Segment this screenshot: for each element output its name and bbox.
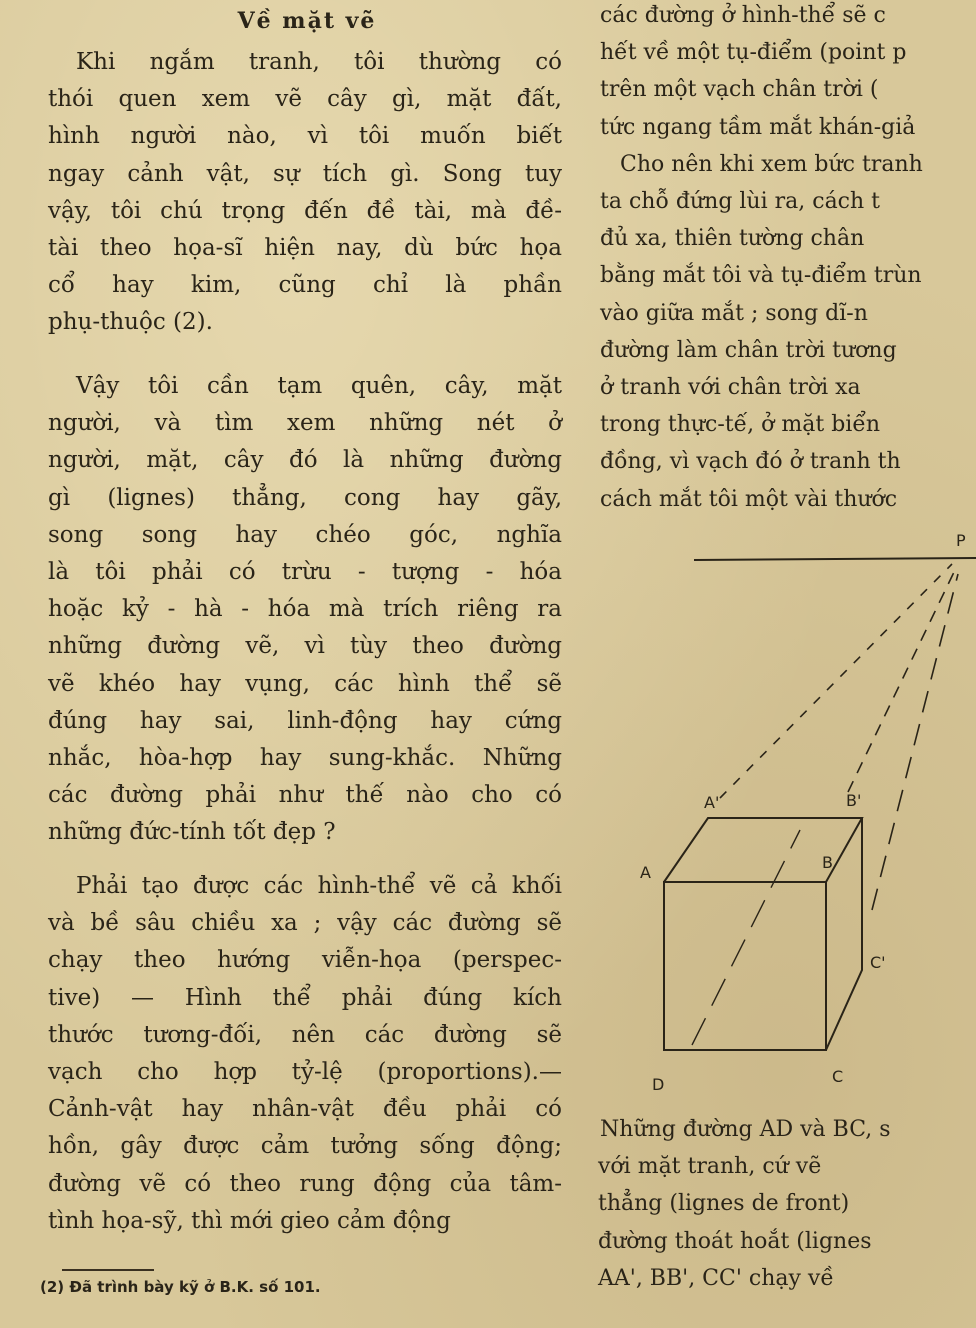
text-line: ngay cảnh vật, sự tích gì. Song tuy (48, 160, 562, 187)
right-text-line: ta chỗ đứng lùi ra, cách t (600, 189, 881, 214)
right-text-line: cách mắt tôi một vài thước (600, 486, 898, 512)
text-line: là tôi phải có trừu - tượng - hóa (48, 559, 562, 585)
text-line: Khi ngắm tranh, tôi thường có (76, 49, 562, 75)
right-text-line: thẳng (lignes de front) (598, 1191, 850, 1217)
text-line: phụ-thuộc (2). (48, 309, 213, 336)
right-text-line: trong thực-tế, ở mặt biển (600, 412, 881, 438)
vanishing-line-d (692, 830, 800, 1045)
text-line: đúng hay sai, linh-động hay cứng (48, 707, 562, 734)
right-text-line: đồng, vì vạch đó ở tranh th (600, 449, 901, 475)
text-line: Vậy tôi cần tạm quên, cây, mặt (76, 373, 562, 399)
right-text-line: AA', BB', CC' chạy về (598, 1265, 834, 1291)
box-top-face (664, 818, 862, 882)
text-line: cổ hay kim, cũng chỉ là phần (48, 272, 562, 299)
text-line: những đường vẽ, vì tùy theo đường (48, 633, 562, 660)
right-text-line: các đường ở hình-thể sẽ c (600, 3, 886, 28)
label-c-prime: C' (870, 953, 886, 972)
right-text-line: với mặt tranh, cứ vẽ (598, 1154, 822, 1180)
vanishing-line-b (848, 570, 955, 792)
label-b: B (822, 853, 833, 872)
footnote-rule (62, 1269, 154, 1271)
right-text-line: Cho nên khi xem bức tranh (620, 151, 923, 177)
text-line: hình người nào, vì tôi muốn biết (48, 123, 562, 150)
section-heading: Về mặt vẽ (237, 8, 377, 34)
text-line: tive) — Hình thể phải đúng kích (48, 984, 562, 1011)
right-text-line: tức ngang tầm mắt khán-giả (600, 114, 916, 140)
right-text-line: đủ xa, thiên tường chân (600, 226, 865, 252)
vanishing-line-c (872, 574, 958, 910)
right-text-line: hết về một tụ-điểm (point p (600, 40, 907, 66)
label-b-prime: B' (846, 791, 862, 810)
text-line: đường vẽ có theo rung động của tâm- (48, 1170, 562, 1197)
text-line: Cảnh-vật hay nhân-vật đều phải có (48, 1096, 562, 1123)
perspective-diagram (600, 530, 976, 1110)
text-line: hoặc kỷ - hà - hóa mà trích riêng ra (48, 596, 562, 623)
right-text-line: bằng mắt tôi và tụ-điểm trùn (600, 263, 922, 289)
right-text-line: ở tranh với chân trời xa (600, 375, 861, 400)
text-line: nhắc, hòa-hợp hay sung-khắc. Những (48, 745, 562, 771)
label-a-prime: A' (704, 793, 720, 812)
text-line: vậy, tôi chú trọng đến đề tài, mà đề- (48, 197, 562, 224)
label-d: D (652, 1075, 665, 1094)
text-line: và bề sâu chiều xa ; vậy các đường sẽ (48, 910, 562, 937)
text-line: những đức-tính tốt đẹp ? (48, 819, 336, 846)
text-line: chạy theo hướng viễn-họa (perspec- (48, 947, 562, 974)
label-a: A (640, 863, 651, 882)
label-p: P (956, 531, 966, 550)
text-line: Phải tạo được các hình-thể vẽ cả khối (76, 873, 562, 899)
text-line: song song hay chéo góc, nghĩa (48, 521, 562, 548)
text-line: người, và tìm xem những nét ở (48, 410, 562, 437)
right-text-line: đường thoát hoắt (lignes (598, 1228, 872, 1254)
label-c: C (832, 1067, 844, 1086)
right-text-line: Những đường AD và BC, s (600, 1117, 891, 1142)
text-line: vạch cho hợp tỷ-lệ (proportions).— (48, 1059, 562, 1085)
text-line: thước tương-đối, nên các đường sẽ (48, 1021, 562, 1048)
text-line: người, mặt, cây đó là những đường (48, 447, 562, 474)
text-line: hồn, gây được cảm tưởng sống động; (48, 1133, 562, 1160)
text-line: tài theo họa-sĩ hiện nay, dù bức họa (48, 235, 562, 261)
text-line: tình họa-sỹ, thì mới gieo cảm động (48, 1207, 451, 1234)
right-text-line: đường làm chân trời tương (600, 337, 897, 363)
footnote: (2) Đã trình bày kỹ ở B.K. số 101. (40, 1278, 321, 1296)
right-text-line: trên một vạch chân trời ( (600, 77, 879, 103)
text-line: thói quen xem vẽ cây gì, mặt đất, (48, 86, 562, 113)
text-line: các đường phải như thế nào cho có (48, 782, 562, 809)
right-text-line: vào giữa mắt ; song dĩ-n (600, 300, 868, 326)
text-line: gì (lignes) thẳng, cong hay gãy, (48, 484, 562, 511)
horizon-line (694, 558, 976, 560)
vanishing-line-a (720, 564, 952, 798)
text-line: vẽ khéo hay vụng, các hình thể sẽ (48, 670, 562, 697)
box-front-face (664, 882, 826, 1050)
